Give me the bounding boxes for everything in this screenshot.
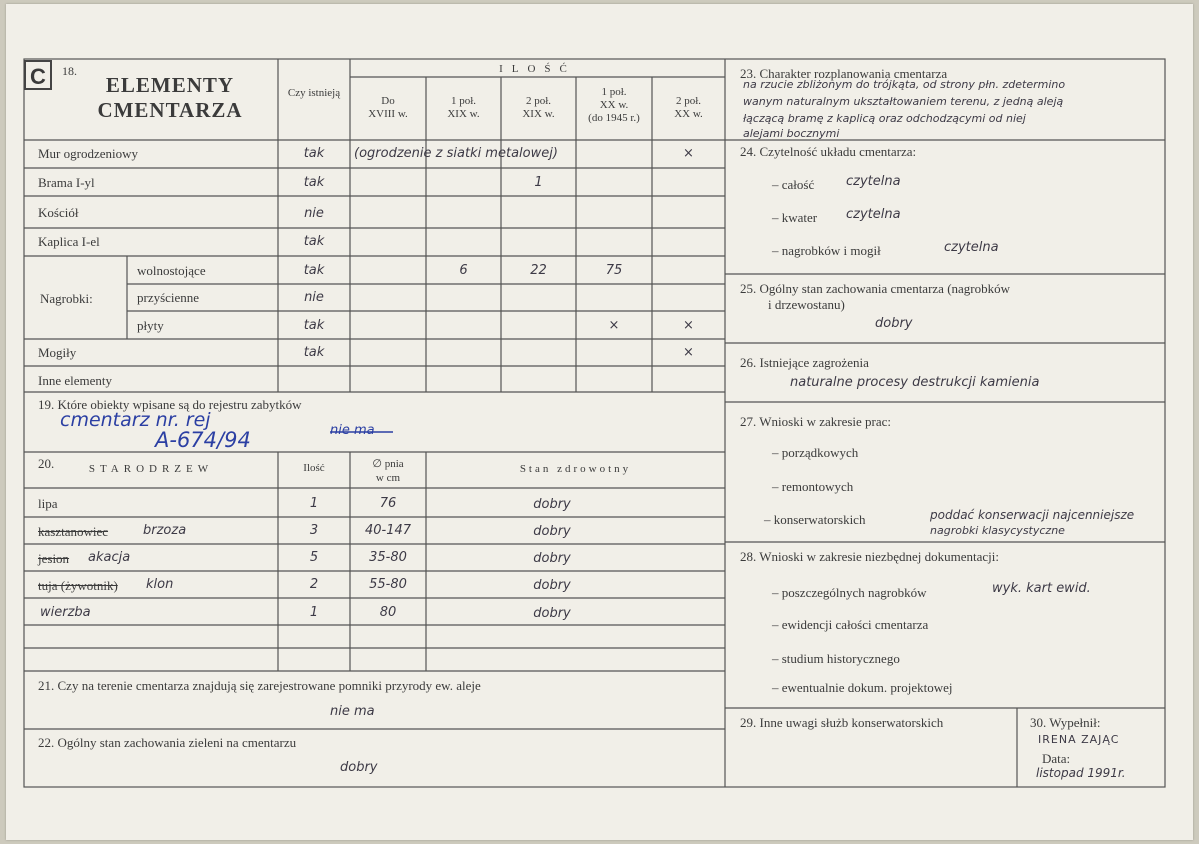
tree-struck-4: tuja (żywotnik) bbox=[38, 578, 118, 593]
period-1-l1: Do bbox=[381, 95, 395, 107]
tree-diam-4: 55-80 bbox=[369, 577, 407, 592]
tree-count-1: 1 bbox=[309, 496, 319, 511]
period-5-l2: XX w. bbox=[674, 108, 703, 120]
s21-answer: nie ma bbox=[330, 704, 375, 719]
row-label-chapel: Kaplica I-el bbox=[38, 234, 100, 249]
exists-graves: tak bbox=[303, 345, 325, 360]
s20-col-diameter: ∅ pnia bbox=[372, 458, 404, 470]
period-2-l2: XIX w. bbox=[447, 108, 480, 120]
row-label-wall-mounted: przyścienne bbox=[137, 290, 200, 305]
freestanding-period3: 22 bbox=[530, 263, 547, 278]
tree-state-5: dobry bbox=[533, 606, 571, 621]
period-3-l1: 2 poł. bbox=[525, 95, 552, 107]
s27-item-1: – porządkowych bbox=[772, 445, 859, 460]
section-18-number: 18. bbox=[62, 64, 77, 78]
exists-freestanding: tak bbox=[303, 263, 325, 278]
s27-item-2: – remontowych bbox=[772, 479, 854, 494]
tree-count-5: 1 bbox=[309, 605, 319, 620]
tree-diam-3: 35-80 bbox=[369, 550, 407, 565]
s24-item-3: – nagrobków i mogił bbox=[772, 243, 881, 258]
tree-struck-3: jesion bbox=[38, 551, 70, 566]
period-1-l2: XVIII w. bbox=[368, 108, 408, 120]
wall-period5: × bbox=[683, 146, 694, 161]
row-label-gate: Brama I-yl bbox=[38, 175, 95, 190]
s19-label: 19. Które obiekty wpisane są do rejestru zabytków bbox=[38, 397, 302, 412]
tree-count-3: 5 bbox=[309, 550, 319, 565]
s28-item-2: – ewidencji całości cmentarza bbox=[772, 617, 929, 632]
tree-name-5: wierzba bbox=[40, 605, 91, 620]
period-5-l1: 2 poł. bbox=[675, 95, 702, 107]
s27-hw-2: nagrobki klasycystyczne bbox=[930, 524, 1065, 537]
s20-number: 20. bbox=[38, 456, 55, 471]
period-3-l2: XIX w. bbox=[522, 108, 555, 120]
s30-date: listopad 1991r. bbox=[1036, 766, 1126, 780]
period-2-l1: 1 poł. bbox=[450, 95, 477, 107]
exists-gate: tak bbox=[303, 175, 325, 190]
title-line-1: ELEMENTY bbox=[105, 73, 235, 97]
s19-register-number: A-674/94 bbox=[155, 428, 251, 452]
period-4-l2: XX w. bbox=[599, 99, 629, 111]
tree-state-3: dobry bbox=[533, 551, 571, 566]
s28-hw: wyk. kart ewid. bbox=[992, 581, 1091, 596]
tree-name-1: lipa bbox=[38, 496, 58, 511]
period-4-l3: (do 1945 r.) bbox=[588, 112, 640, 124]
row-label-other: Inne elementy bbox=[38, 373, 112, 388]
s26-label: 26. Istniejące zagrożenia bbox=[740, 355, 869, 370]
s21-label: 21. Czy na terenie cmentarza znajdują się zarejestrowane pomniki przyrody ew. aleje bbox=[38, 678, 481, 693]
row-label-graves: Mogiły bbox=[38, 345, 77, 360]
row-label-wall: Mur ogrodzeniowy bbox=[38, 146, 139, 161]
s28-item-3: – studium historycznego bbox=[772, 651, 900, 666]
section-letter-box: C bbox=[24, 60, 52, 90]
row-label-freestanding: wolnostojące bbox=[137, 263, 206, 278]
s19-register-line1: cmentarz nr. rej bbox=[60, 409, 211, 431]
s29-label: 29. Inne uwagi służb konserwatorskich bbox=[740, 715, 944, 730]
s24-value-2: czytelna bbox=[846, 207, 901, 222]
s24-value-1: czytelna bbox=[846, 174, 901, 189]
gate-period3: 1 bbox=[534, 175, 543, 190]
s24-item-1: – całość bbox=[772, 177, 815, 192]
s22-label: 22. Ogólny stan zachowania zieleni na cmentarzu bbox=[38, 735, 297, 750]
row-label-church: Kościół bbox=[38, 205, 79, 220]
s23-label: 23. Charakter rozplanowania cmentarza bbox=[740, 66, 948, 81]
tree-struck-2: kasztanowiec bbox=[38, 524, 109, 539]
row-label-slabs: płyty bbox=[137, 318, 164, 333]
period-4-l1: 1 poł. bbox=[601, 86, 627, 98]
s19-struck-text: nie ma bbox=[330, 423, 375, 438]
title-line-2: CMENTARZA bbox=[97, 98, 243, 122]
s22-answer: dobry bbox=[340, 760, 378, 775]
s23-line3: łączącą bramę z kaplicą oraz odchodzącymi od niej bbox=[743, 112, 1026, 125]
wall-fence-note: (ogrodzenie z siatki metalowej) bbox=[354, 146, 558, 161]
tree-name-3: akacja bbox=[88, 550, 131, 565]
s24-value-3: czytelna bbox=[944, 240, 999, 255]
slabs-period4: × bbox=[608, 318, 620, 333]
tree-state-2: dobry bbox=[533, 524, 571, 539]
s20-col-count: Ilość bbox=[303, 462, 325, 474]
exists-chapel: tak bbox=[303, 234, 325, 249]
exists-slabs: tak bbox=[303, 318, 325, 333]
s23-line4: alejami bocznymi bbox=[743, 127, 840, 140]
s28-item-1: – poszczególnych nagrobków bbox=[772, 585, 927, 600]
tree-state-1: dobry bbox=[533, 497, 571, 512]
s24-item-2: – kwater bbox=[772, 210, 818, 225]
s20-title: STARODRZEW bbox=[88, 463, 214, 475]
s27-item-3: – konserwatorskich bbox=[764, 512, 866, 527]
exists-church: nie bbox=[304, 206, 324, 221]
s25-label-1: 25. Ogólny stan zachowania cmentarza (nagrobków bbox=[740, 281, 1011, 296]
tree-count-2: 3 bbox=[309, 523, 319, 538]
quantity-header: ILOŚĆ bbox=[499, 63, 576, 75]
s30-name: IRENA ZAJĄC bbox=[1038, 733, 1120, 746]
s25-label-2: i drzewostanu) bbox=[768, 297, 845, 312]
freestanding-period4: 75 bbox=[605, 263, 623, 278]
tree-name-2: brzoza bbox=[143, 523, 187, 538]
tree-diam-1: 76 bbox=[379, 496, 397, 511]
s30-date-label: Data: bbox=[1042, 751, 1071, 766]
slabs-period5: × bbox=[683, 318, 694, 333]
s28-label: 28. Wnioski w zakresie niezbędnej dokumentacji: bbox=[740, 549, 999, 564]
tree-diam-2: 40-147 bbox=[364, 523, 412, 538]
s27-label: 27. Wnioski w zakresie prac: bbox=[740, 414, 892, 429]
exists-header: Czy istnieją bbox=[287, 87, 341, 99]
s24-label: 24. Czytelność układu cmentarza: bbox=[740, 144, 917, 159]
s28-item-4: – ewentualnie dokum. projektowej bbox=[772, 680, 953, 695]
s20-col-health: Stan zdrowotny bbox=[519, 463, 632, 475]
s20-col-diameter-unit: w cm bbox=[375, 472, 401, 484]
exists-wall-mounted: nie bbox=[304, 290, 324, 305]
exists-wall: tak bbox=[303, 146, 325, 161]
tree-count-4: 2 bbox=[309, 577, 319, 592]
s23-line1: na rzucie zbliżonym do trójkąta, od strony płn. zdetermino bbox=[743, 78, 1066, 91]
s25-answer: dobry bbox=[875, 316, 913, 331]
graves-period5: × bbox=[683, 345, 694, 360]
s30-label: 30. Wypełnił: bbox=[1030, 715, 1101, 730]
freestanding-period2: 6 bbox=[459, 263, 468, 278]
tree-name-4: klon bbox=[146, 577, 174, 592]
row-label-tombstones: Nagrobki: bbox=[40, 291, 93, 306]
tree-diam-5: 80 bbox=[379, 605, 397, 620]
s26-answer: naturalne procesy destrukcji kamienia bbox=[790, 375, 1040, 390]
s27-hw-1: poddać konserwacji najcenniejsze bbox=[930, 508, 1135, 522]
s23-line2: wanym naturalnym ukształtowaniem terenu, z jedną aleją bbox=[743, 95, 1064, 108]
tree-state-4: dobry bbox=[533, 578, 571, 593]
